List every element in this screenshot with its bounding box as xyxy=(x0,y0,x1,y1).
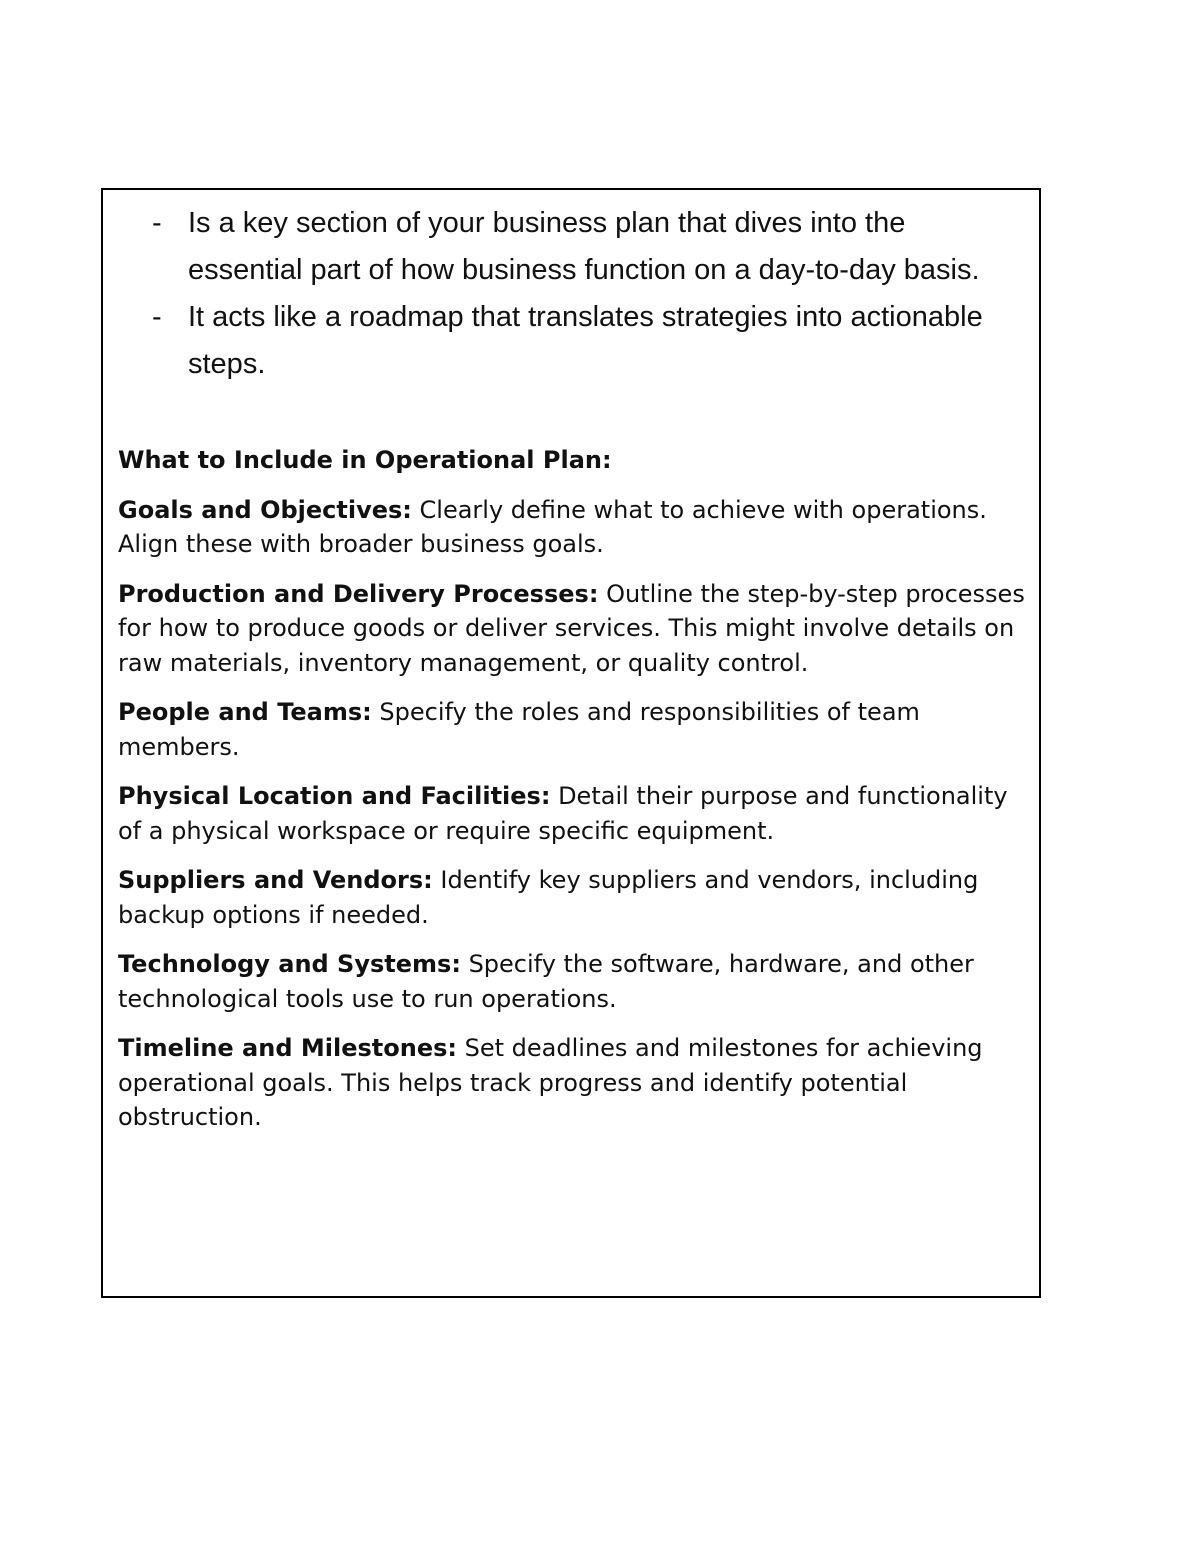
item-technology-systems xyxy=(118,947,1033,1016)
operational-plan-section xyxy=(118,443,1033,1150)
item-people-teams xyxy=(118,695,1033,764)
item-production-delivery xyxy=(118,577,1033,681)
bullet-item xyxy=(103,200,1033,294)
item-term: Production and Delivery Processes: xyxy=(118,579,599,608)
item-term: Timeline and Milestones: xyxy=(118,1034,457,1062)
item-location-facilities xyxy=(118,779,1033,848)
content-box xyxy=(101,188,1041,1298)
bullet-text: Is a key section of your business plan that dives into the essential part of how business function on a day-to-day basis. xyxy=(188,207,980,286)
item-term: Goals and Objectives: xyxy=(118,495,412,524)
item-description: Set deadlines and milestones for achieving operational goals. This helps track progress and identify potential obstruction. xyxy=(118,1034,983,1131)
section-heading: What to Include in Operational Plan: xyxy=(118,446,612,474)
item-timeline-milestones xyxy=(118,1031,1033,1135)
item-description: Outline the step-by-step processes for how to produce goods or deliver services. This might involve details on raw materials, inventory management, or quality control. xyxy=(118,579,1025,677)
item-goals-objectives xyxy=(118,493,1033,562)
item-term: Physical Location and Facilities: xyxy=(118,782,551,810)
bullet-list xyxy=(103,200,1033,388)
item-suppliers-vendors xyxy=(118,863,1033,932)
item-description: Specify the software, hardware, and other technological tools use to run operations. xyxy=(118,950,974,1013)
item-description: Clearly define what to achieve with operations. Align these with broader business goals. xyxy=(118,495,987,558)
bullet-dash: - xyxy=(152,301,162,333)
item-term: People and Teams: xyxy=(118,698,372,726)
item-description: Identify key suppliers and vendors, including backup options if needed. xyxy=(118,866,979,929)
bullet-item xyxy=(103,294,1033,388)
item-description: Detail their purpose and functionality of a physical workspace or require specific equipment. xyxy=(118,782,1008,845)
bullet-text: It acts like a roadmap that translates strategies into actionable steps. xyxy=(188,301,983,380)
item-description: Specify the roles and responsibilities of team members. xyxy=(118,698,920,761)
item-term: Suppliers and Vendors: xyxy=(118,866,433,894)
bullet-dash: - xyxy=(152,207,162,239)
item-term: Technology and Systems: xyxy=(118,950,461,978)
